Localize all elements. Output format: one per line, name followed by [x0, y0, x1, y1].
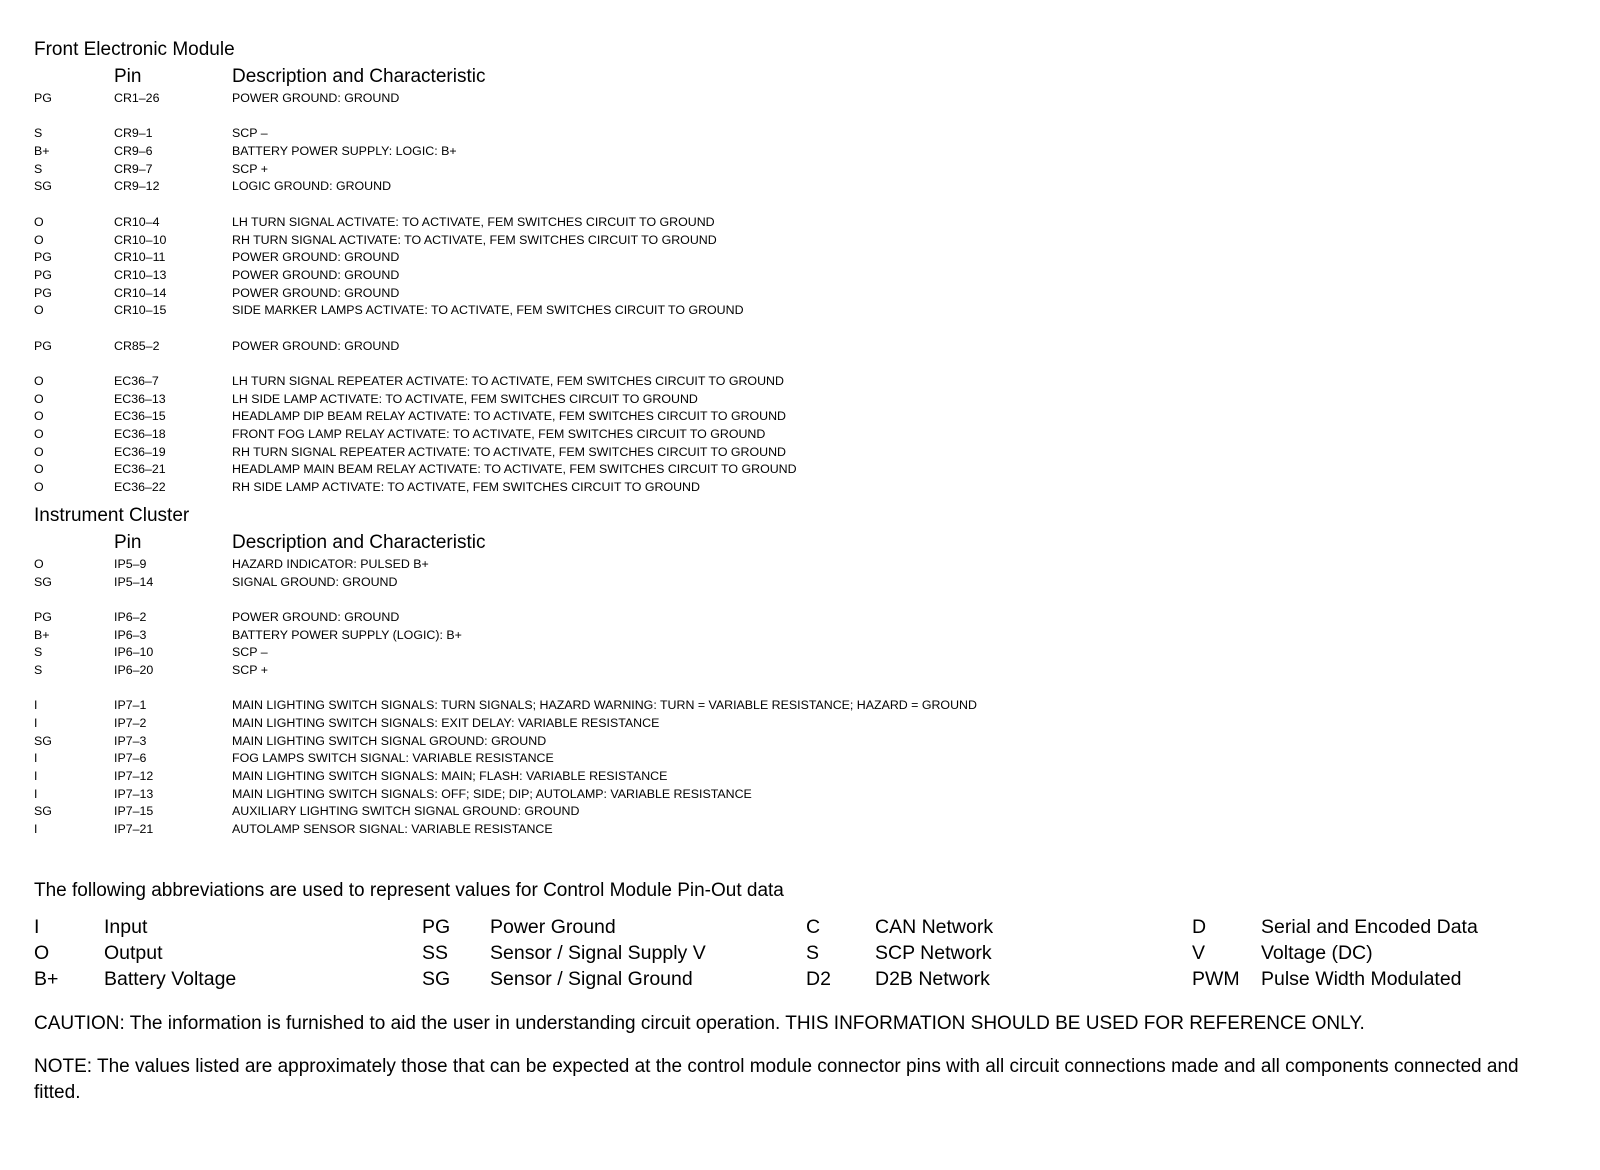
table-row: [34, 90, 1574, 108]
pin-description: LH TURN SIGNAL REPEATER ACTIVATE: TO ACTIVATE, FEM SWITCHES CIRCUIT TO GROUND: [232, 374, 784, 388]
table-row: [34, 715, 1574, 733]
pin-number: IP7–2: [114, 716, 147, 730]
table-row: [34, 178, 1574, 196]
section-front-electronic-module: [34, 36, 1574, 497]
pin-description: LH SIDE LAMP ACTIVATE: TO ACTIVATE, FEM SWITCHES CIRCUIT TO GROUND: [232, 391, 698, 406]
table-row: [34, 662, 1574, 680]
pin-number: CR1–26: [114, 91, 160, 105]
pin-number: EC36–13: [114, 391, 166, 406]
abbreviation-meaning: Battery Voltage: [104, 967, 237, 990]
table-row: [34, 479, 1574, 497]
abbreviations-intro: The following abbreviations are used to represent values for Control Module Pin-Out data: [34, 879, 784, 901]
table-row: [34, 644, 1574, 662]
pin-description: LOGIC GROUND: GROUND: [232, 179, 392, 194]
pin-description: HAZARD INDICATOR: PULSED B+: [232, 556, 429, 571]
abbreviation-code: D: [1192, 915, 1207, 938]
pin-description: SIDE MARKER LAMPS ACTIVATE: TO ACTIVATE, FEM SWITCHES CIRCUIT TO GROUND: [232, 303, 744, 318]
pin-description: MAIN LIGHTING SWITCH SIGNAL GROUND: GROUND: [232, 733, 547, 748]
description-column-header: Description and Characteristic: [232, 66, 486, 87]
pin-number: CR9–12: [114, 179, 160, 194]
pin-number: CR10–13: [114, 267, 167, 282]
pin-description: POWER GROUND: GROUND: [232, 250, 400, 265]
pin-description: BATTERY POWER SUPPLY: LOGIC: B+: [232, 144, 457, 159]
table-row: [34, 697, 1574, 715]
table-row: [34, 285, 1574, 303]
pin-description: SCP +: [232, 662, 268, 677]
pin-description: HEADLAMP MAIN BEAM RELAY ACTIVATE: TO ACTIVATE, FEM SWITCHES CIRCUIT TO GROUND: [232, 462, 797, 477]
abbreviation-meaning: D2B Network: [875, 967, 990, 990]
pin-number: CR10–10: [114, 232, 167, 247]
pin-number: EC36–7: [114, 374, 159, 388]
table-row: [34, 609, 1574, 627]
pin-number: CR10–15: [114, 303, 167, 318]
pin-number: IP7–15: [114, 804, 154, 819]
abbreviation-meaning: Pulse Width Modulated: [1261, 967, 1462, 990]
pin-type: O: [34, 391, 44, 406]
pin-description: SIGNAL GROUND: GROUND: [232, 574, 398, 589]
pin-description: RH TURN SIGNAL REPEATER ACTIVATE: TO ACTIVATE, FEM SWITCHES CIRCUIT TO GROUND: [232, 444, 786, 459]
description-column-header: Description and Characteristic: [232, 531, 486, 553]
abbreviation-code: S: [806, 941, 820, 964]
column-header: [34, 63, 1574, 90]
table-row: [34, 627, 1574, 645]
pin-number: IP6–2: [114, 609, 147, 624]
abbreviation-code: B+: [34, 967, 59, 990]
abbreviation-meaning: Voltage (DC): [1261, 941, 1373, 964]
pin-description: POWER GROUND: GROUND: [232, 267, 400, 282]
table-row: [34, 733, 1574, 751]
pin-number: CR9–1: [114, 126, 153, 141]
abbreviation-code: SG: [422, 967, 451, 990]
pin-type: S: [34, 126, 43, 141]
pin-description: FRONT FOG LAMP RELAY ACTIVATE: TO ACTIVATE, FEM SWITCHES CIRCUIT TO GROUND: [232, 427, 766, 442]
table-row: [34, 768, 1574, 786]
section-title: Front Electronic Module: [34, 39, 235, 60]
pin-type: O: [34, 214, 44, 229]
pin-number: EC36–19: [114, 444, 166, 459]
pin-number: IP5–14: [114, 574, 154, 589]
pin-number: IP5–9: [114, 556, 147, 571]
pin-number: IP7–12: [114, 769, 154, 784]
table-row: [34, 302, 1574, 320]
table-row: [34, 391, 1574, 409]
pin-description: POWER GROUND: GROUND: [232, 338, 400, 353]
pin-type: I: [34, 769, 38, 784]
pin-description: SCP +: [232, 161, 268, 176]
pin-type: O: [34, 374, 44, 388]
table-row: [34, 786, 1574, 804]
pin-type: O: [34, 462, 44, 477]
pin-type: O: [34, 556, 44, 571]
pin-type: PG: [34, 91, 52, 105]
abbreviation-meaning: CAN Network: [875, 915, 994, 938]
pin-description: RH TURN SIGNAL ACTIVATE: TO ACTIVATE, FEM SWITCHES CIRCUIT TO GROUND: [232, 232, 717, 247]
pin-number: CR9–6: [114, 144, 153, 159]
table-row: [34, 803, 1574, 821]
pin-number: EC36–15: [114, 409, 166, 424]
abbreviation-meaning: Serial and Encoded Data: [1261, 915, 1478, 938]
pin-number: CR10–11: [114, 250, 166, 265]
pin-type: SG: [34, 804, 52, 819]
pin-description: SCP –: [232, 645, 268, 660]
pin-type: PG: [34, 267, 52, 282]
pin-column-header: Pin: [114, 66, 142, 87]
table-row: [34, 444, 1574, 462]
table-row: [34, 426, 1574, 444]
table-row: [34, 125, 1574, 143]
abbreviation-code: O: [34, 941, 50, 964]
pin-number: IP7–1: [114, 698, 147, 713]
pin-number: IP7–3: [114, 733, 147, 748]
table-row: [34, 214, 1574, 232]
pin-type: S: [34, 662, 43, 677]
column-header: [34, 529, 1574, 556]
pin-type: O: [34, 427, 44, 442]
pin-number: CR10–4: [114, 214, 160, 229]
pin-type: O: [34, 303, 44, 318]
abbreviation-meaning: Output: [104, 941, 163, 964]
table-row: [34, 267, 1574, 285]
table-row: [34, 143, 1574, 161]
table-row: [34, 373, 1574, 391]
abbreviation-code: I: [34, 915, 40, 938]
table-row: [34, 821, 1574, 839]
pin-number: CR85–2: [114, 338, 160, 353]
pin-number: IP6–3: [114, 627, 147, 642]
abbreviation-meaning: Input: [104, 915, 148, 938]
pin-type: I: [34, 751, 38, 766]
pin-number: IP7–13: [114, 786, 154, 801]
table-row: [34, 408, 1574, 426]
pin-description: POWER GROUND: GROUND: [232, 285, 400, 300]
table-row: [34, 461, 1574, 479]
pin-type: I: [34, 786, 38, 801]
pin-number: CR10–14: [114, 285, 167, 300]
pin-column-header: Pin: [114, 531, 142, 553]
pin-number: CR9–7: [114, 161, 153, 176]
table-row: [34, 232, 1574, 250]
pin-description: RH SIDE LAMP ACTIVATE: TO ACTIVATE, FEM SWITCHES CIRCUIT TO GROUND: [232, 480, 700, 495]
pin-type: PG: [34, 338, 52, 353]
abbreviation-code: D2: [806, 967, 831, 990]
table-row: [34, 750, 1574, 768]
pin-type: B+: [34, 144, 50, 159]
pin-number: EC36–21: [114, 462, 166, 477]
pinout-document: [34, 36, 1574, 1106]
abbreviation-code: PWM: [1192, 967, 1240, 990]
pin-type: SG: [34, 574, 52, 589]
pin-number: IP6–10: [114, 645, 154, 660]
pin-description: LH TURN SIGNAL ACTIVATE: TO ACTIVATE, FEM SWITCHES CIRCUIT TO GROUND: [232, 214, 715, 229]
abbreviation-code: SS: [422, 941, 449, 964]
pin-description: MAIN LIGHTING SWITCH SIGNALS: TURN SIGNALS; HAZARD WARNING: TURN = VARIABLE RESISTANCE; HAZARD = GROUND: [232, 698, 977, 713]
pin-type: PG: [34, 250, 52, 265]
pin-type: O: [34, 480, 44, 495]
section-instrument-cluster: [34, 502, 1574, 839]
pin-description: POWER GROUND: GROUND: [232, 91, 400, 105]
section-title: Instrument Cluster: [34, 504, 190, 526]
pin-description: FOG LAMPS SWITCH SIGNAL: VARIABLE RESISTANCE: [232, 751, 554, 766]
pin-number: EC36–18: [114, 427, 166, 442]
caution-text: CAUTION: The information is furnished to aid the user in understanding circuit operation. THIS INFORMATION SHOULD BE USED FOR REFERENCE ONLY.: [34, 1012, 1365, 1034]
pin-type: I: [34, 698, 38, 713]
note-text: NOTE: The values listed are approximately those that can be expected at the control module connector pins with all circuit connections made and all components connected and fitted.: [34, 1055, 1519, 1103]
pin-table: [34, 556, 1574, 839]
pin-description: BATTERY POWER SUPPLY (LOGIC): B+: [232, 627, 462, 642]
abbreviation-meaning: Sensor / Signal Supply V: [490, 941, 706, 964]
pin-number: IP7–6: [114, 751, 147, 766]
pin-type: I: [34, 822, 38, 837]
pin-description: AUTOLAMP SENSOR SIGNAL: VARIABLE RESISTANCE: [232, 822, 553, 837]
table-row: [34, 338, 1574, 356]
pin-description: SCP –: [232, 126, 268, 141]
table-row: [34, 249, 1574, 267]
pin-number: IP7–21: [114, 822, 154, 837]
pin-type: S: [34, 161, 43, 176]
pin-type: O: [34, 409, 44, 424]
pin-type: B+: [34, 627, 50, 642]
abbreviation-code: PG: [422, 915, 451, 938]
pin-type: SG: [34, 179, 52, 194]
abbreviation-meaning: SCP Network: [875, 941, 992, 964]
pin-type: SG: [34, 733, 52, 748]
pin-description: POWER GROUND: GROUND: [232, 609, 400, 624]
abbreviation-meaning: Sensor / Signal Ground: [490, 967, 693, 990]
abbreviation-meaning: Power Ground: [490, 915, 616, 938]
pin-table: [34, 90, 1574, 497]
pin-number: EC36–22: [114, 480, 166, 495]
pin-description: MAIN LIGHTING SWITCH SIGNALS: OFF; SIDE; DIP; AUTOLAMP: VARIABLE RESISTANCE: [232, 786, 752, 801]
pin-description: MAIN LIGHTING SWITCH SIGNALS: EXIT DELAY: VARIABLE RESISTANCE: [232, 716, 660, 730]
pin-type: I: [34, 716, 38, 730]
abbreviations-table: [34, 914, 1574, 994]
table-row: [34, 574, 1574, 592]
pin-number: IP6–20: [114, 662, 154, 677]
table-row: [34, 161, 1574, 179]
pin-type: PG: [34, 285, 52, 300]
pin-type: S: [34, 645, 43, 660]
abbreviation-code: V: [1192, 941, 1206, 964]
pin-type: O: [34, 444, 44, 459]
pin-description: MAIN LIGHTING SWITCH SIGNALS: MAIN; FLASH: VARIABLE RESISTANCE: [232, 769, 668, 784]
pin-type: PG: [34, 609, 52, 624]
table-row: [34, 556, 1574, 574]
pin-description: HEADLAMP DIP BEAM RELAY ACTIVATE: TO ACTIVATE, FEM SWITCHES CIRCUIT TO GROUND: [232, 409, 787, 424]
abbreviation-code: C: [806, 915, 821, 938]
pin-type: O: [34, 232, 44, 247]
pin-description: AUXILIARY LIGHTING SWITCH SIGNAL GROUND: GROUND: [232, 804, 580, 819]
